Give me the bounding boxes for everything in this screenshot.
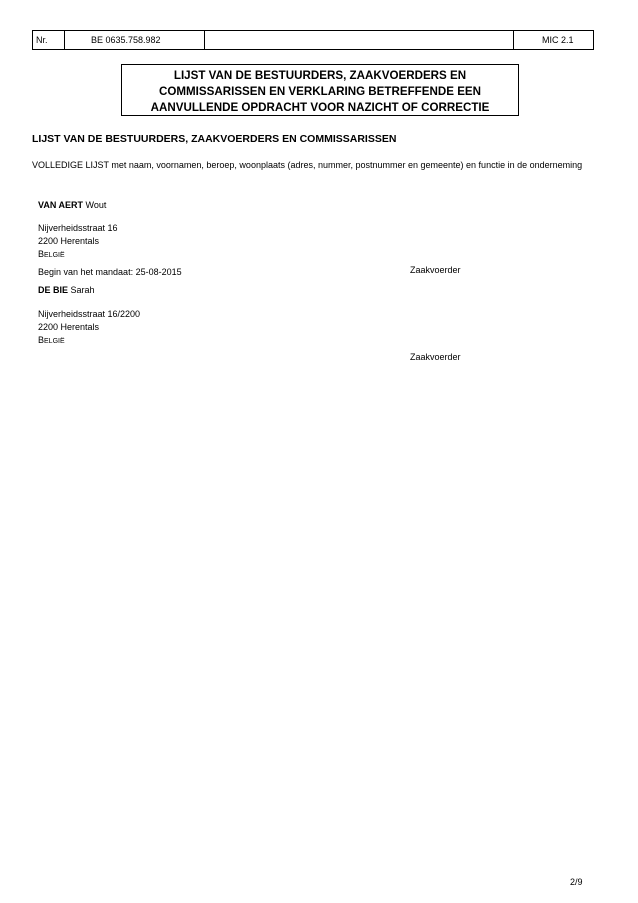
page-number: 2/9	[570, 877, 583, 887]
country-lead: B	[38, 249, 45, 259]
form-title-line: COMMISSARISSEN EN VERKLARING BETREFFENDE EEN	[158, 84, 482, 98]
person-city: 2200 Herentals	[38, 236, 100, 246]
person-name	[38, 200, 106, 210]
document-header	[32, 30, 594, 50]
country-rest: ELGIË	[44, 338, 65, 345]
person-country	[38, 249, 65, 259]
form-code: MIC 2.1	[513, 31, 593, 49]
form-title-line: AANVULLENDE OPDRACHT VOOR NAZICHT OF CORRECTIE	[150, 100, 490, 114]
form-title-line: LIJST VAN DE BESTUURDERS, ZAAKVOERDERS EN	[173, 69, 467, 82]
person-street: Nijverheidsstraat 16/2200	[38, 309, 141, 319]
form-title-box	[121, 64, 519, 116]
nr-label: Nr.	[33, 31, 65, 49]
person-function: Zaakvoerder	[410, 265, 461, 275]
country-rest: ELGIË	[44, 252, 65, 259]
company-number: BE 0635.758.982	[65, 31, 205, 49]
person-function: Zaakvoerder	[410, 352, 461, 362]
person-surname: DE BIE	[38, 285, 69, 295]
person-surname: VAN AERT	[38, 200, 83, 210]
section-title: LIJST VAN DE BESTUURDERS, ZAAKVOERDERS EN COMMISSARISSEN	[32, 133, 397, 145]
person-street: Nijverheidsstraat 16	[38, 223, 118, 233]
person-first-name: Wout	[85, 200, 107, 210]
person-country	[38, 335, 65, 345]
person-name	[38, 285, 95, 295]
person-first-name: Sarah	[70, 285, 95, 295]
country-lead: B	[38, 335, 45, 345]
person-city: 2200 Herentals	[38, 322, 100, 332]
section-intro: VOLLEDIGE LIJST met naam, voornamen, beroep, woonplaats (adres, nummer, postnummer en gemeente) en functie in de onderneming	[32, 160, 583, 170]
person-mandate: Begin van het mandaat: 25-08-2015	[38, 267, 182, 277]
